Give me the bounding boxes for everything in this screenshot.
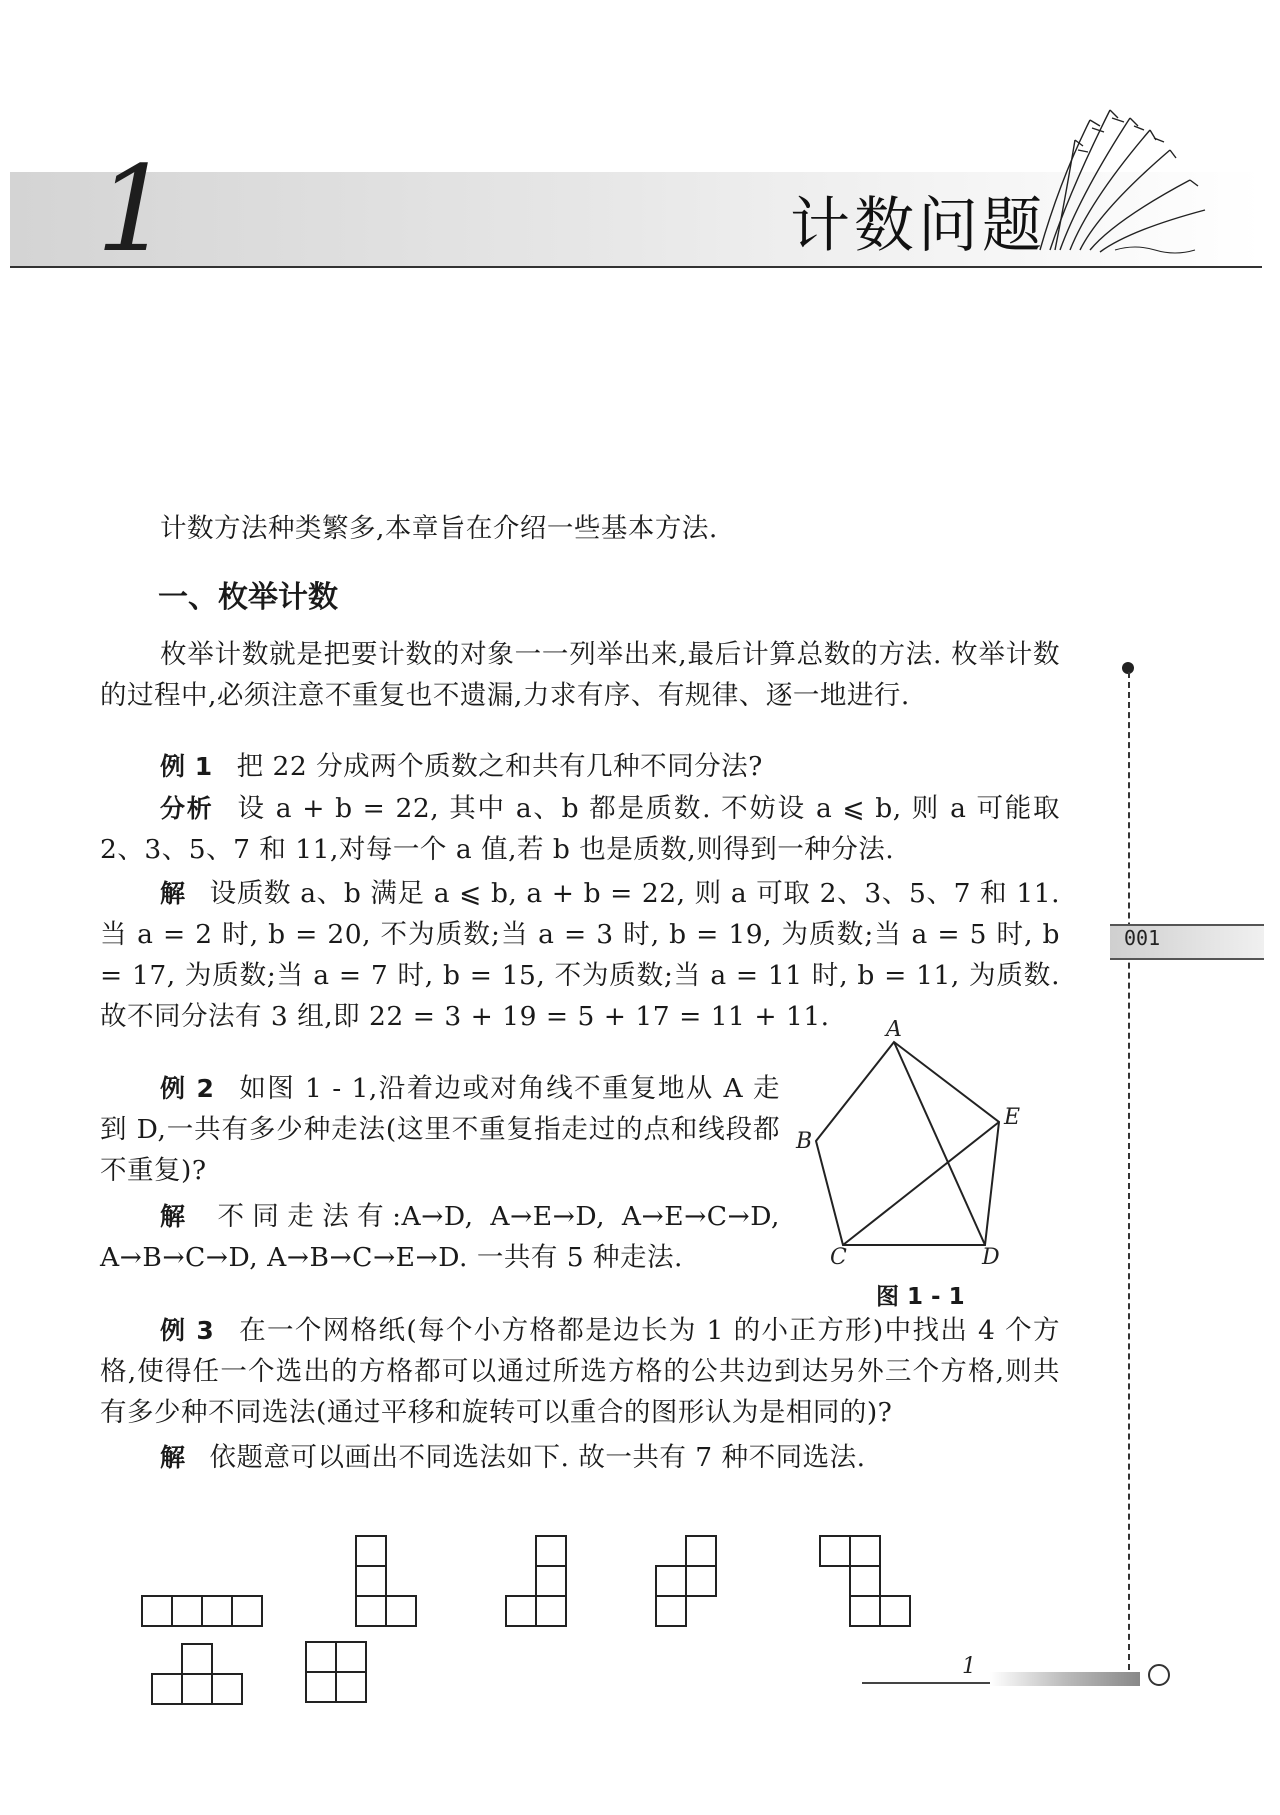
tetromino-t <box>152 1644 242 1704</box>
figure-caption: 图 1 - 1 <box>876 1284 965 1310</box>
section-paragraph: 枚举计数就是把要计数的对象一一列举出来,最后计算总数的方法. 枚举计数的过程中,必须注意不重复也不遗漏,力求有序、有规律、逐一地进行. <box>100 639 1060 711</box>
solution3-label: 解 <box>160 1443 186 1472</box>
example1-question-text: 把 22 分成两个质数之和共有几种不同分法? <box>236 751 763 782</box>
tetromino-z <box>820 1536 910 1626</box>
footer-circle <box>1148 1664 1170 1686</box>
example2-label: 例 2 <box>160 1074 215 1103</box>
point-label-e: E <box>1004 1105 1021 1130</box>
point-label-d: D <box>982 1245 1000 1265</box>
example2-question-text: 如图 1 - 1,沿着边或对角线不重复地从 A 走到 D,一共有多少种走法(这里不重复指走过的点和线段都不重复)? <box>100 1073 780 1186</box>
page-number: 1 <box>962 1654 976 1679</box>
diagonal-e-c <box>843 1122 999 1245</box>
example1-label: 例 1 <box>160 752 213 781</box>
example3-question <box>100 1310 1060 1433</box>
example1-question <box>100 746 1060 787</box>
margin-dashed-line <box>1128 672 1130 1680</box>
tetromino-i <box>142 1596 262 1626</box>
example2-question <box>100 1068 780 1191</box>
solution2-label: 解 <box>160 1202 194 1231</box>
point-label-a: A <box>886 1020 902 1042</box>
chapter-title: 计数问题 <box>790 191 1046 261</box>
example3-question-text: 在一个网格纸(每个小方格都是边长为 1 的小正方形)中找出 4 个方格,使得任一个选出的方格都可以通过所选方格的公共边到达另外三个方格,则共有多少种不同选法(通过平移和旋转可以重合的图形认为是相同的)? <box>100 1315 1060 1428</box>
example3-label: 例 3 <box>160 1316 215 1345</box>
example3-solution-text: 依题意可以画出不同选法如下. 故一共有 7 种不同选法. <box>209 1442 866 1473</box>
example1-analysis <box>100 788 1060 870</box>
example3-solution <box>100 1437 1060 1478</box>
solution1-label: 解 <box>160 879 186 908</box>
example2-solution-text: 不同走法有:A→D, A→E→D, A→E→C→D, A→B→C→D, A→B→C→E→D. 一共有 5 种走法. <box>100 1201 780 1273</box>
point-label-c: C <box>830 1245 847 1265</box>
pentagon-figure <box>790 1020 1050 1265</box>
section-heading: 一、枚举计数 <box>158 580 338 615</box>
reed-illustration <box>1020 100 1210 260</box>
tetromino-s <box>656 1536 716 1626</box>
intro-paragraph: 计数方法种类繁多,本章旨在介绍一些基本方法. <box>160 513 718 544</box>
example1-analysis-text: 设 a + b = 22, 其中 a、b 都是质数. 不妨设 a ⩽ b, 则 a 可能取 2、3、5、7 和 11,对每一个 a 值,若 b 也是质数,则得到一种分法. <box>100 793 1060 865</box>
tetromino-l <box>356 1536 416 1626</box>
tetromino-figures-row2 <box>140 1636 400 1716</box>
chapter-number: 1 <box>96 140 172 278</box>
analysis-label: 分析 <box>160 794 214 823</box>
tetromino-o <box>306 1642 366 1702</box>
footer-gradient <box>990 1672 1140 1686</box>
page-tab-number: 001 <box>1124 926 1161 950</box>
tetromino-j <box>506 1536 566 1626</box>
example1-solution <box>100 873 1060 1037</box>
example2-solution <box>100 1196 780 1278</box>
point-label-b: B <box>796 1129 813 1154</box>
header-rule <box>10 266 1262 268</box>
example1-solution-text: 设质数 a、b 满足 a ⩽ b, a + b = 22, 则 a 可取 2、3、5、7 和 11. 当 a = 2 时, b = 20, 不为质数;当 a = 3 时, b = 19, 为质数;当 a = 5 时, b = 17, 为质数;当 a = 7 时, b = 15, 不为质数;当 a = 11 时, b = 11, 为质数. 故不同分法有 3 组,即 22 = 3 + 19 = 5 + 17 = 11 + 11. <box>100 878 1060 1032</box>
